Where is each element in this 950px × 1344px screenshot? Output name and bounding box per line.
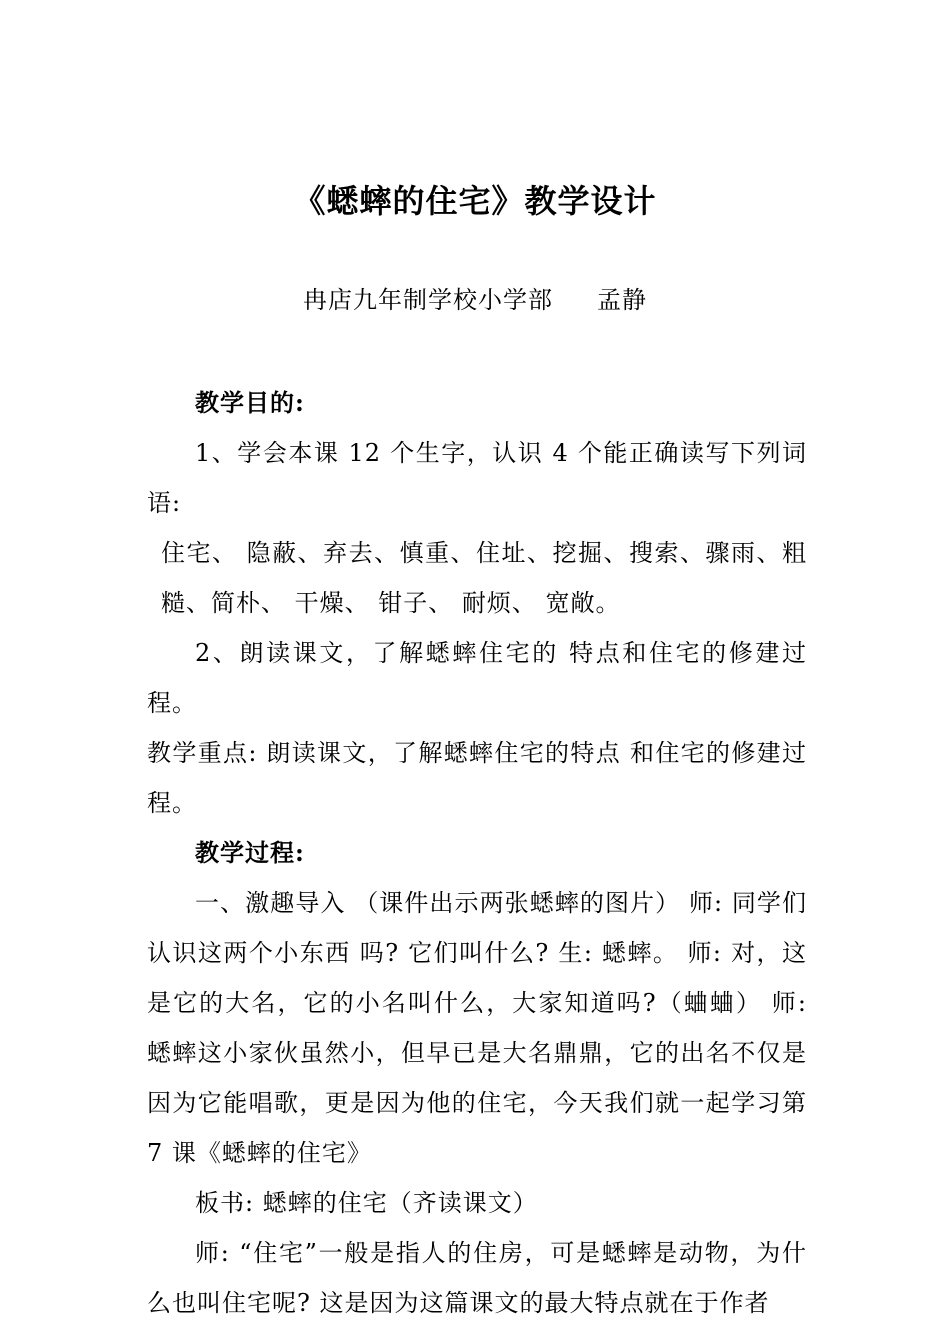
goal-2: 2、朗读课文，了解蟋蟀住宅的 特点和住宅的修建过程。	[147, 639, 807, 717]
author-line	[0, 282, 950, 318]
blackboard-note: 板书: 蟋蟀的住宅（齐读课文）	[195, 1189, 538, 1217]
heading-teaching-process: 教学过程:	[195, 838, 305, 867]
goal-1-vocabulary: 住宅、 隐蔽、弃去、慎重、住址、挖掘、搜索、骤雨、粗糙、简朴、 干燥、 钳子、 耐烦、 宽敞。	[161, 539, 807, 617]
heading-teaching-goals: 教学目的:	[195, 388, 305, 417]
document-title: 《蟋蟀的住宅》教学设计	[293, 182, 657, 220]
goal-1: 1、学会本课 12 个生字，认识 4 个能正确读写下列词语:	[147, 439, 807, 517]
document-body	[147, 378, 807, 1328]
author-school: 冉店九年制学校小学部	[303, 286, 553, 314]
key-point: 教学重点: 朗读课文，了解蟋蟀住宅的特点 和住宅的修建过程。	[147, 739, 807, 817]
teacher-question: 师: “住宅”一般是指人的住房，可是蟋蟀是动物，为什么也叫住宅呢? 这是因为这篇课文的最大特点就在于作者	[147, 1239, 807, 1317]
intro-paragraph: 一、激趣导入 （课件出示两张蟋蟀的图片） 师: 同学们认识这两个小东西 吗? 它们叫什么? 生: 蟋蟀。 师: 对，这是它的大名，它的小名叫什么，大家知道吗?（蛐蛐） 师: 蟋蟀这小家伙虽然小，但早已是大名鼎鼎，它的出名不仅是因为它能唱歌，更是因为他的住宅，今天我们就一起学习第 7 课《蟋蟀的住宅》	[147, 889, 807, 1167]
author-name: 孟静	[597, 286, 647, 314]
